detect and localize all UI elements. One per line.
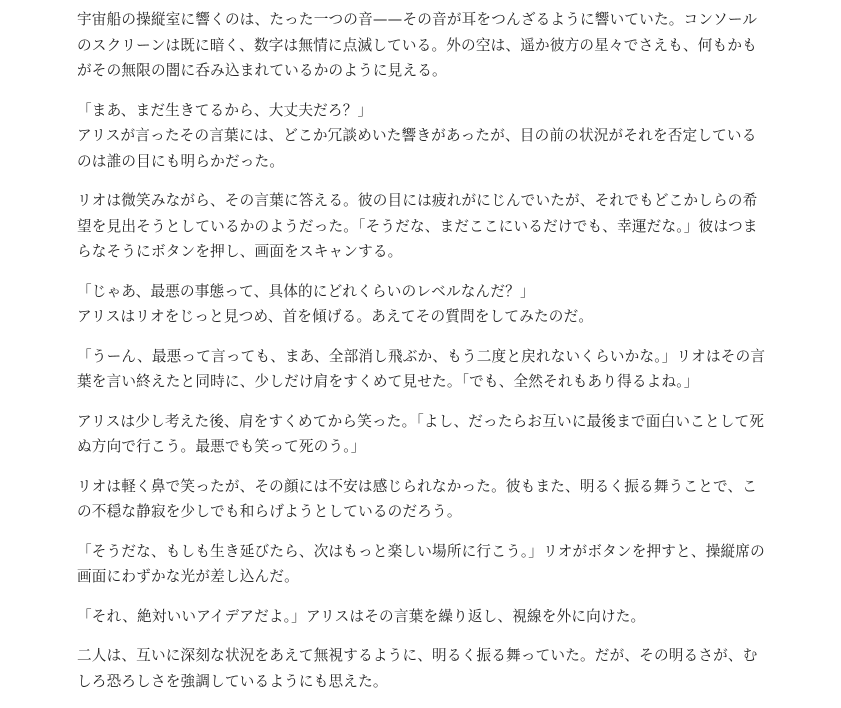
paragraph-2: 「まあ、まだ生きてるから、大丈夫だろ？」 アリスが言ったその言葉には、どこか冗談めいた響きがあったが、目の前の状況がそれを否定しているのは誰の目にも明らかだった。	[77, 101, 757, 170]
paragraph-5: 「うーん、最悪って言っても、まあ、全部消し飛ぶか、もう二度と戻れないくらいかな。」リオはその言葉を言い終えたと同時に、少しだけ肩をすくめて見せた。「でも、全然それもあり得るよね。」	[77, 347, 766, 390]
paragraph-3: リオは微笑みながら、その言葉に答える。彼の目には疲れがにじんでいたが、それでもどこかしらの希望を見出そうとしているかのようだった。「そうだな、まだここにいるだけでも、幸運だな。」彼はつまらなそうにボタンを押し、画面をスキャンする。	[77, 192, 758, 260]
paragraph-10: 二人は、互いに深刻な状況をあえて無視するように、明るく振る舞っていた。だが、その明るさが、むしろ恐ろしさを強調しているようにも思えた。	[77, 647, 758, 690]
paragraph-9: 「それ、絶対いいアイデアだよ。」アリスはその言葉を繰り返し、視線を外に向けた。	[77, 607, 646, 625]
paragraph-6: アリスは少し考えた後、肩をすくめてから笑った。「よし、だったらお互いに最後まで面白いことして死ぬ方向で行こう。最悪でも笑って死のう。」	[77, 412, 765, 455]
paragraph-8: 「そうだな、もしも生き延びたら、次はもっと楽しい場所に行こう。」リオがボタンを押すと、操縦席の画面にわずかな光が差し込んだ。	[77, 542, 765, 585]
paragraph-7: リオは軽く鼻で笑ったが、その顔には不安は感じられなかった。彼もまた、明るく振る舞うことで、この不穏な静寂を少しでも和らげようとしているのだろう。	[77, 477, 758, 520]
paragraph-4: 「じゃあ、最悪の事態って、具体的にどれくらいのレベルなんだ？」 アリスはリオをじっと見つめ、首を傾げる。あえてその質問をしてみたのだ。	[77, 282, 594, 325]
story-article	[77, 7, 769, 708]
paragraph-1: 宇宙船の操縦室に響くのは、たった一つの音——その音が耳をつんざるように響いていた。コンソールのスクリーンは既に暗く、数字は無情に点滅している。外の空は、遥か彼方の星々でさえも、何もかもがその無限の闇に呑み込まれているかのように見える。	[77, 11, 758, 79]
